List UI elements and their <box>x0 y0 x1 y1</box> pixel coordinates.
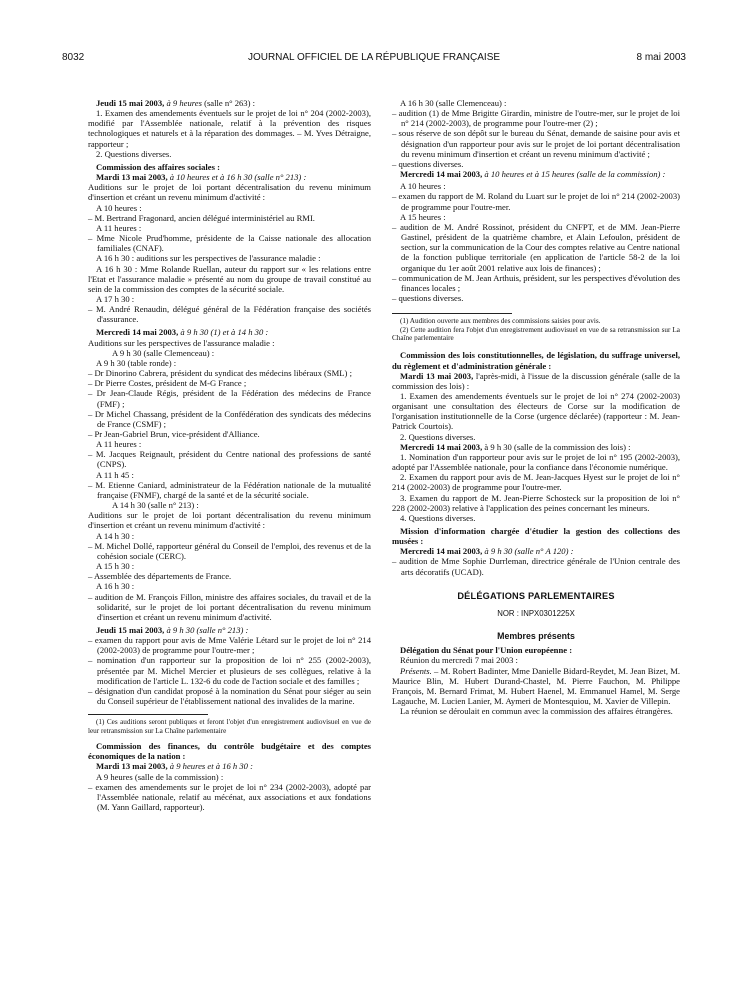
agenda-item: – Dr Pierre Costes, président de M-G France ; <box>88 378 247 389</box>
session-heading: Jeudi 15 mai 2003, à 9 h 30 (salle n° 213) : <box>96 624 249 635</box>
committee-title: Mission d'information chargée d'étudier la gestion des collections des musées : <box>392 526 680 547</box>
time-slot: A 11 heures : <box>96 222 142 233</box>
journal-title: JOURNAL OFFICIEL DE LA RÉPUBLIQUE FRANÇAISE <box>247 52 501 63</box>
session-time: à 9 h 30 (salle de la commission des lois) : <box>484 441 631 452</box>
left-column <box>88 98 371 812</box>
issue-date: 8 mai 2003 <box>636 52 686 63</box>
agenda-item: – Dr Dinorino Cabrera, président du syndicat des médecins libéraux (SML) ; <box>88 368 352 379</box>
session-heading: Mercredi 14 mai 2003, à 9 h 30 (salle n° A 120) : <box>400 546 574 557</box>
session-heading: Mercredi 14 mai 2003, à 10 heures et à 15 heures (salle de la commission) : <box>400 169 666 180</box>
agenda-item: – nomination d'un rapporteur sur la proposition de loi n° 255 (2002-2003), présentée par M. Michel Mercier et plusieurs de ses collègues, relative à la modification de l'article L. 132-6 du code de l'action sociale et des familles ; <box>88 655 371 686</box>
agenda-item: – M. Jacques Reignault, président du Centre national des professions de santé (CNPS). <box>88 449 371 470</box>
agenda-item: Auditions sur le projet de loi portant décentralisation du revenu minimum d'insertion et créant un revenu minimum d'activité : <box>88 510 371 531</box>
agenda-item: – questions diverses. <box>392 292 464 303</box>
attendees: Présents. – M. Robert Badinter, Mme Danielle Bidard-Reydet, M. Jean Bizet, M. Maurice Blin, M. Hubert Durand-Chastel, M. Pierre Fauchon, M. Philippe François, M. Bernard Frimat, M. Hubert Haenel, M. Emmanuel Hamel, M. Serge Lagauche, M. Lucien Lanier, M. Aymeri de Montesquiou, M. Xavier de Villepin. <box>392 665 681 707</box>
agenda-item: 2. Examen du rapport pour avis de M. Jean-Jacques Hyest sur le projet de loi n° 214 (2002-2003) de programme pour l'outre-mer. <box>392 472 680 493</box>
time-slot: A 16 h 30 : auditions sur les perspectives de l'assurance maladie : <box>96 253 321 264</box>
nor-reference: NOR : INPX0301225X <box>497 608 575 618</box>
session-heading: Mercredi 14 mai 2003, à 9 h 30 (1) et à 14 h 30 : <box>96 327 269 338</box>
agenda-item: – audition de M. François Fillon, ministre des affaires sociales, du travail et de la solidarité, sur le projet de loi portant décentralisation du revenu minimum d'insertion et créant un revenu minimum d'activité. <box>88 591 371 622</box>
agenda-item: – M. Etienne Caniard, administrateur de la Fédération nationale de la mutualité française (FNMF), chargé de la santé et de la sécurité sociale. <box>88 479 371 500</box>
agenda-item: – examen du rapport de M. Roland du Luart sur le projet de loi n° 214 (2002-2003) de programme pour l'outre-mer. <box>392 191 680 212</box>
section-title: DÉLÉGATIONS PARLEMENTAIRES <box>457 590 615 601</box>
agenda-item: – examen du rapport pour avis de Mme Valérie Létard sur le projet de loi n° 214 (2002-2003) de programme pour l'outre-mer ; <box>88 635 371 656</box>
time-slot: A 14 h 30 : <box>96 530 135 541</box>
agenda-item: A 16 h 30 : Mme Rolande Ruellan, auteur du rapport sur « les relations entre l'Etat et l'assurance maladie » présenté au nom du groupe de travail constitué au sein de la commission des comptes de la sécurité sociale. <box>88 263 371 294</box>
session-heading: Mardi 13 mai 2003, à 9 heures et à 16 h 30 : <box>96 761 253 772</box>
time-slot: A 10 heures : <box>400 181 446 192</box>
agenda-item: – audition de M. André Rossinot, président du CNFPT, et de MM. Jean-Pierre Gastinel, président de la quatrième chambre, et Alain Lefoulon, président de section, sur la communication de la Cour des comptes relative au Centre national de la fonction publique territoriale (en application de l'article 58-2 de la loi organique du 1er août 2001 relative aux lois de finances) ; <box>392 221 680 273</box>
closing-note: La réunion se déroulait en commun avec la commission des affaires étrangères. <box>400 706 673 717</box>
agenda-item: 1. Examen des amendements éventuels sur le projet de loi n° 204 (2002-2003), modifié par l'Assemblée nationale, relatif à la prévention des risques technologiques et naturels et à la réparation des dommages. – M. Yves Détraigne, rapporteur ; <box>88 108 371 149</box>
agenda-item: – audition (1) de Mme Brigitte Girardin, ministre de l'outre-mer, sur le projet de loi n° 214 (2002-2003), de programme pour l'outre-mer (2) ; <box>392 108 680 129</box>
session-heading: Mardi 13 mai 2003, à 10 heures et à 16 h 30 (salle n° 213) : <box>96 172 307 183</box>
footnote-rule <box>392 313 512 314</box>
session-heading: Jeudi 15 mai 2003, à 9 heures (salle n° 263) : <box>96 98 256 108</box>
time-slot: A 17 h 30 : <box>96 293 135 304</box>
agenda-item: – Dr Michel Chassang, président de la Confédération des syndicats des médecins de France (CSMF) ; <box>88 408 371 429</box>
agenda-item: – questions diverses. <box>392 158 464 169</box>
subsection-title: Membres présents <box>497 631 575 642</box>
agenda-item: 3. Examen du rapport de M. Jean-Pierre Schosteck sur la proposition de loi n° 228 (2002-2003) relative à l'application des peines concernant les mineurs. <box>392 492 680 513</box>
time-slot: A 11 heures : <box>96 439 142 450</box>
time-slot: A 16 h 30 : <box>96 581 135 592</box>
time-slot: A 11 h 45 : <box>96 469 134 480</box>
agenda-item: – Pr Jean-Gabriel Brun, vice-président d'Alliance. <box>88 429 260 439</box>
time-slot: A 10 heures : <box>96 202 142 213</box>
session-day: Mercredi 14 mai 2003, <box>400 441 485 452</box>
agenda-item: Auditions sur le projet de loi portant décentralisation du revenu minimum d'insertion et créant un revenu minimum d'activité : <box>88 182 371 203</box>
time-slot: A 9 h 30 (salle Clemenceau) : <box>112 347 215 358</box>
agenda-item: 2. Questions diverses. <box>400 431 476 442</box>
time-slot: A 9 h 30 (table ronde) : <box>96 357 177 368</box>
time-slot: A 15 h 30 : <box>96 561 135 572</box>
time-slot: A 14 h 30 (salle n° 213) : <box>112 500 199 511</box>
agenda-item: – communication de M. Jean Arthuis, président, sur les perspectives d'évolution des finances locales ; <box>392 272 680 293</box>
footnote: (1) Audition ouverte aux membres des commissions saisies pour avis. <box>400 317 601 326</box>
agenda-item: 2. Questions diverses. <box>96 148 172 159</box>
time-slot: A 15 heures : <box>400 211 446 222</box>
agenda-item: – M. Michel Dollé, rapporteur général du Conseil de l'emploi, des revenus et de la cohésion sociale (CERC). <box>88 540 371 561</box>
time-slot: A 16 h 30 (salle Clemenceau) : <box>400 98 507 108</box>
page-number: 8032 <box>62 52 85 63</box>
agenda-item: – audition de Mme Sophie Durrleman, directrice générale de l'Union centrale des arts décoratifs (UCAD). <box>392 556 680 577</box>
committee-title: Commission des affaires sociales : <box>96 161 220 172</box>
agenda-item: – examen des amendements sur le projet de loi n° 234 (2002-2003), adopté par l'Assemblée nationale, relatif au mécénat, aux associations et aux fondations (M. Yann Gaillard, rapporteur). <box>88 781 371 812</box>
committee-title: Commission des finances, du contrôle budgétaire et des comptes économiques de la nation : <box>88 741 371 762</box>
agenda-item: – Mme Nicole Prud'homme, présidente de la Caisse nationale des allocation familiales (CNAF). <box>88 233 371 254</box>
footnote-rule <box>88 714 208 715</box>
time-slot: A 9 heures (salle de la commission) : <box>96 771 224 782</box>
agenda-item: – M. Bertrand Fragonard, ancien délégué interministériel au RMI. <box>88 212 315 223</box>
agenda-item: 1. Examen des amendements éventuels sur le projet de loi n° 274 (2002-2003) organisant une consultation des électeurs de Corse sur la modification de l'organisation institutionnelle de la Corse (urgence déclarée) (rapporteur : M. Jean-Patrick Courtois). <box>392 390 680 432</box>
footnote: (2) Cette audition fera l'objet d'un enregistrement audiovisuel en vue de sa retransmission sur La Chaîne parlementaire <box>392 325 680 342</box>
agenda-item: – Assemblée des départements de France. <box>88 571 232 582</box>
footnote: (1) Ces auditions seront publiques et feront l'objet d'un enregistrement audiovisuel en vue de leur retransmission sur La Chaîne parlementaire <box>88 718 371 735</box>
agenda-item: – sous réserve de son dépôt sur le bureau du Sénat, demande de saisine pour avis et désignation d'un rapporteur pour avis sur le projet de loi portant décentralisation du revenu minimum d'insertion et créant un revenu minimum d'activité ; <box>392 128 680 159</box>
committee-title: Commission des lois constitutionnelles, de législation, du suffrage universel, du règlement et d'administration générale : <box>392 350 680 371</box>
right-column <box>392 98 680 716</box>
session-heading: Mardi 13 mai 2003, l'après-midi, à l'issue de la discussion générale (salle de la commission des lois) : <box>392 370 680 391</box>
meeting-date: Réunion du mercredi 7 mai 2003 : <box>400 655 518 666</box>
session-heading <box>392 442 680 452</box>
agenda-item: 4. Questions diverses. <box>400 512 476 523</box>
agenda-item: – désignation d'un candidat proposé à la nomination du Sénat pour siéger au sein du Conseil supérieur de l'établissement national des invalides de la marine. <box>88 685 371 707</box>
agenda-item: – M. André Renaudin, délégué général de la Fédération française des sociétés d'assurance. <box>88 304 371 325</box>
agenda-item: Auditions sur les perspectives de l'assurance maladie : <box>88 337 275 348</box>
agenda-item: – Dr Jean-Claude Régis, président de la Fédération des médecins de France (FMF) ; <box>88 388 371 409</box>
committee-title: Délégation du Sénat pour l'Union européenne : <box>400 645 573 656</box>
agenda-item: 1. Nomination d'un rapporteur pour avis sur le projet de loi n° 195 (2002-2003), adopté par l'Assemblée nationale, pour la confiance dans l'économie numérique. <box>392 451 680 473</box>
